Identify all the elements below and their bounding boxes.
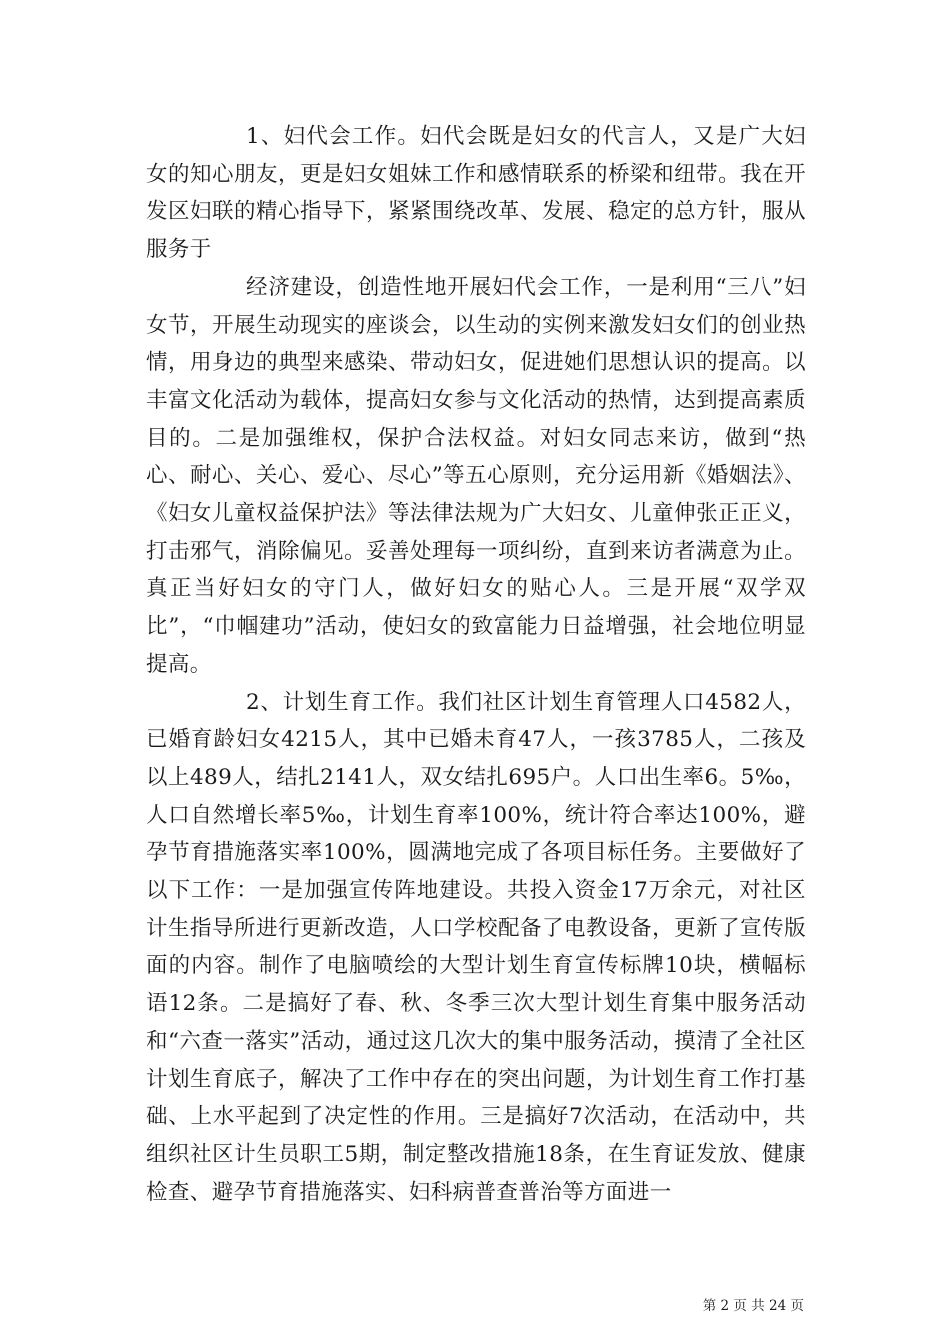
page-number: 第 2 页 共 24 页 xyxy=(702,1298,804,1314)
document-body xyxy=(146,118,806,1211)
paragraph-economic-construction: 经济建设，创造性地开展妇代会工作，一是利用“三八”妇女节，开展生动现实的座谈会，以生动的实例来激发妇女们的创业热情，用身边的典型来感染、带动妇女，促进她们思想认识的提高。以丰富文化活动为载体，提高妇女参与文化活动的热情，达到提高素质目的。二是加强维权，保护合法权益。对妇女同志来访，做到“热心、耐心、关心、爱心、尽心”等五心原则，充分运用新《婚姻法》、《妇女儿童权益保护法》等法律法规为广大妇女、儿童伸张正正义，打击邪气，消除偏见。妥善处理每一项纠纷，直到来访者满意为止。真正当好妇女的守门人，做好妇女的贴心人。三是开展“双学双比”，“巾帼建功”活动，使妇女的致富能力日益增强，社会地位明显提高。 xyxy=(146,274,806,677)
paragraph-womens-congress: 1、妇代会工作。妇代会既是妇女的代言人，又是广大妇女的知心朋友，更是妇女姐妹工作和感情联系的桥梁和纽带。我在开发区妇联的精心指导下，紧紧围绕改革、发展、稳定的总方针，服从服务于 xyxy=(146,124,806,263)
paragraph-family-planning: 2、计划生育工作。我们社区计划生育管理人口4582人，已婚育龄妇女4215人，其中已婚未育47人，一孩3785人，二孩及以上489人，结扎2141人，双女结扎695户。人口出生率6。5‰，人口自然增长率5‰，计划生育率100%，统计符合率达100%，避孕节育措施落实率100%，圆满地完成了各项目标任务。主要做好了以下工作：一是加强宣传阵地建设。共投入资金17万余元，对社区计生指导所进行更新改造，人口学校配备了电教设备，更新了宣传版面的内容。制作了电脑喷绘的大型计划生育宣传标牌10块，横幅标语12条。二是搞好了春、秋、冬季三次大型计划生育集中服务活动和“六查一落实”活动，通过这几次大的集中服务活动，摸清了全社区计划生育底子，解决了工作中存在的突出问题，为计划生育工作打基础、上水平起到了决定性的作用。三是搞好7次活动，在活动中，共组织社区计生员职工5期，制定整改措施18条，在生育证发放、健康检查、避孕节育措施落实、妇科病普查普治等方面进一 xyxy=(146,689,806,1205)
